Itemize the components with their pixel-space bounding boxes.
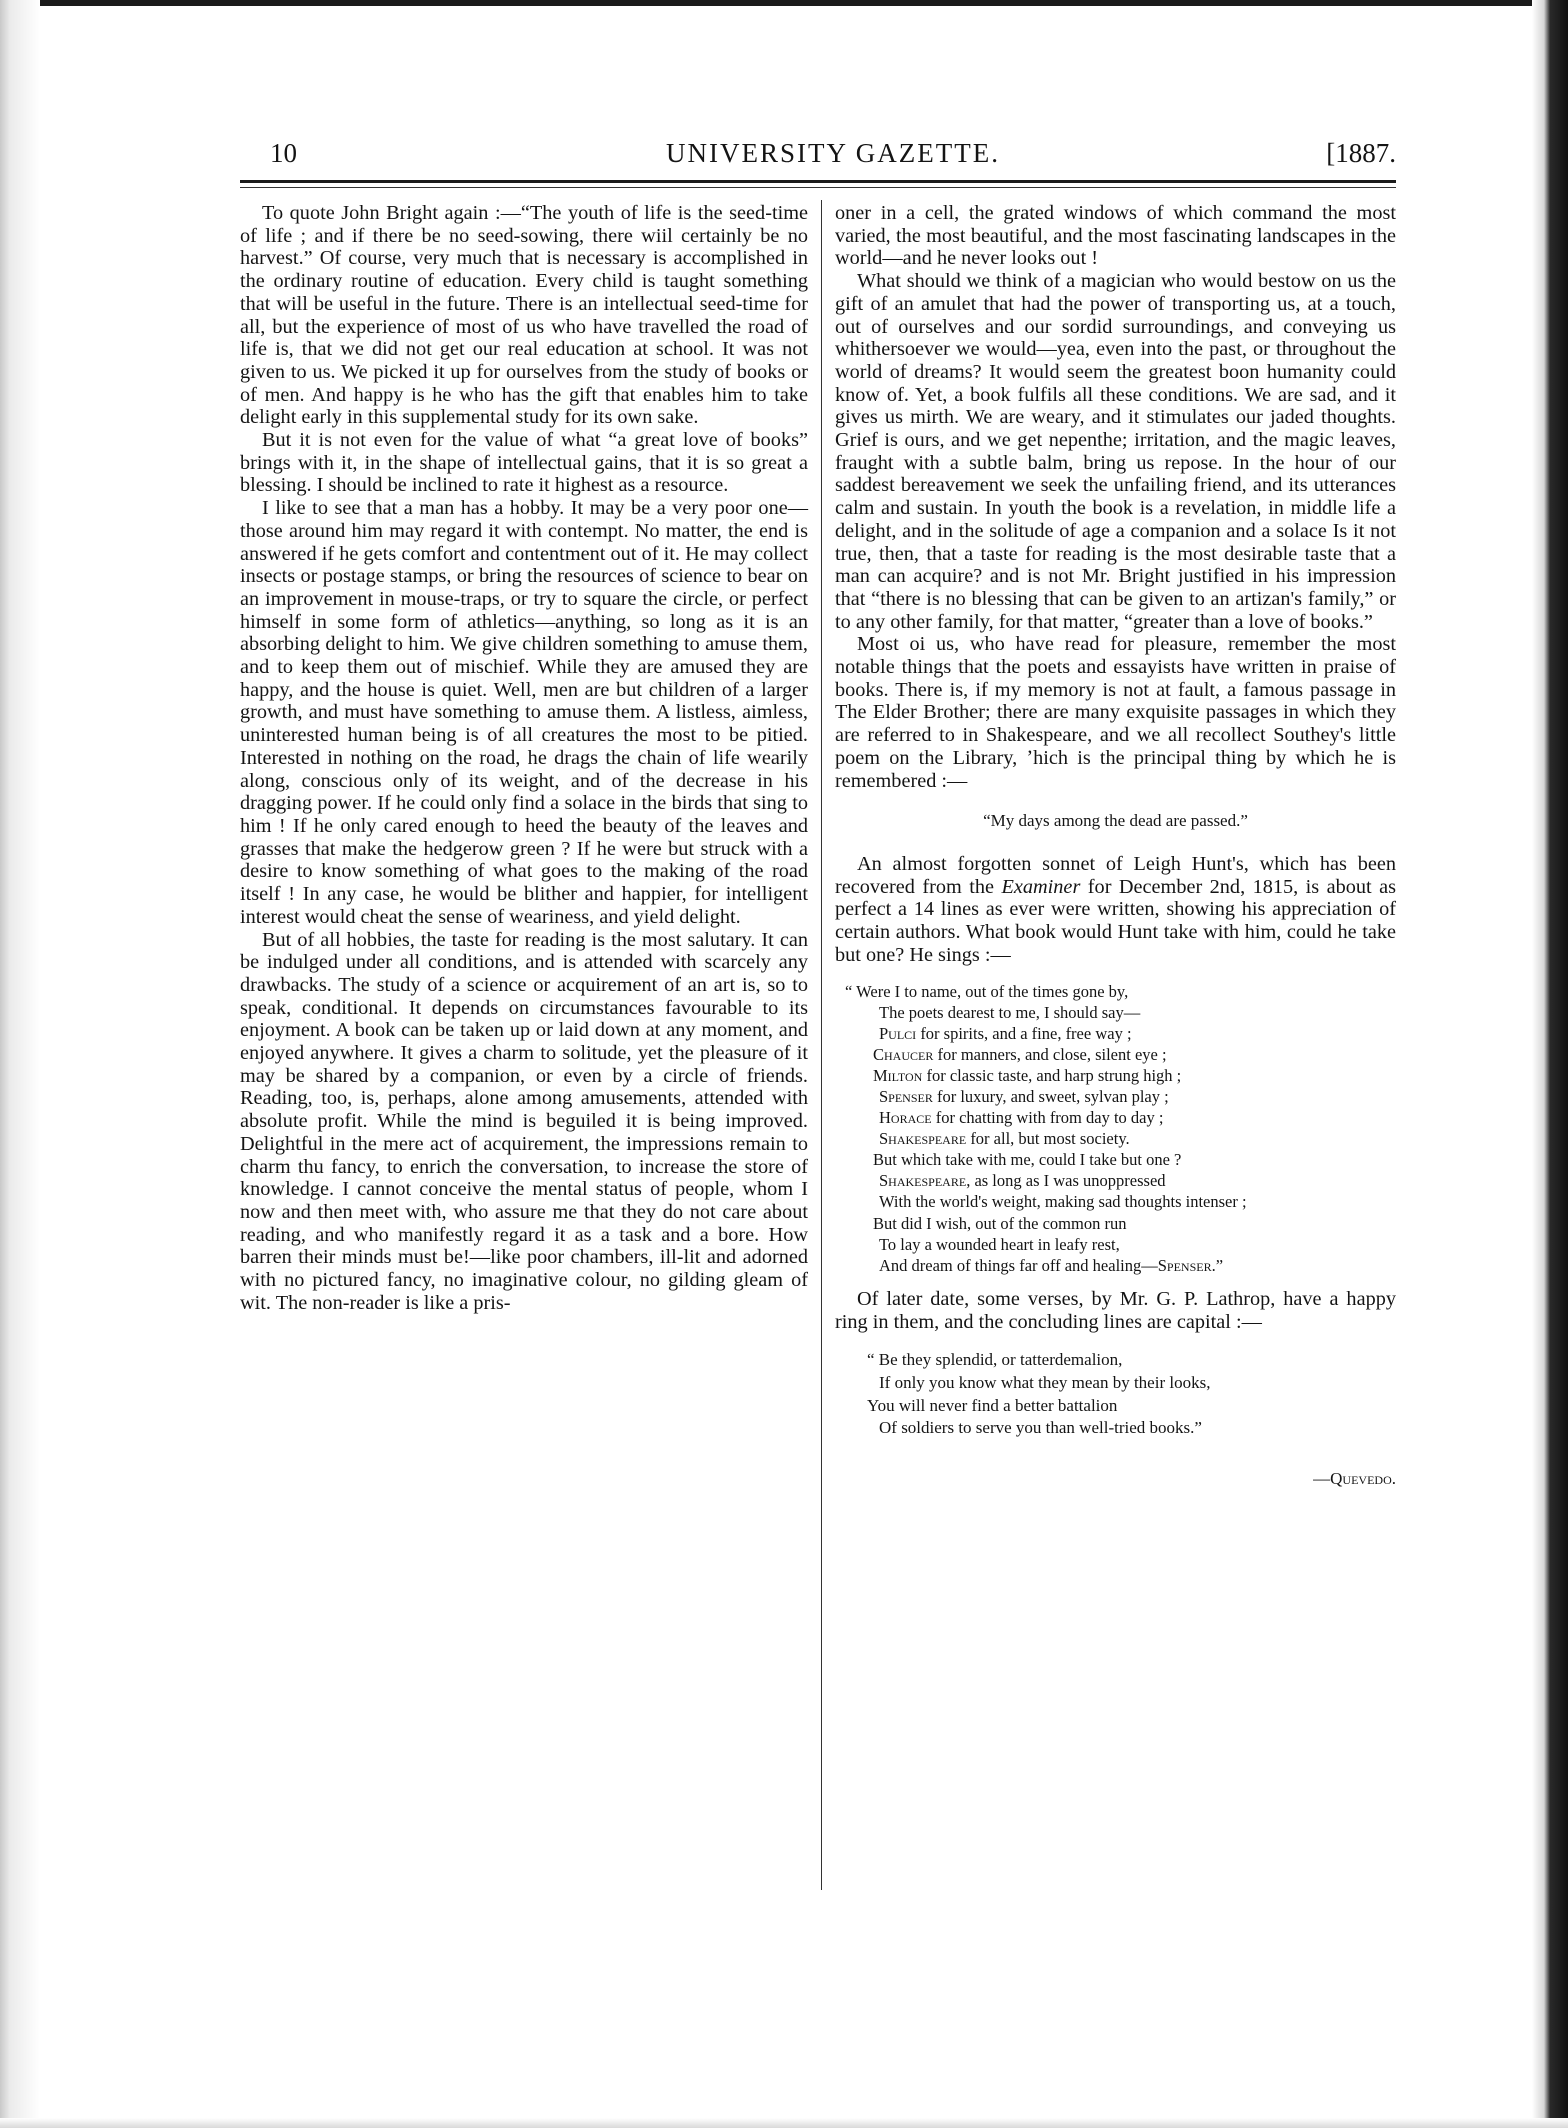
paragraph-love-of-books: But it is not even for the value of what “a great love of books” brings with it, in the shape of intellectual gains, that it is so great a blessing. I should be inclined to rate it highest as a resource. [240,429,808,497]
sonnet-line [845,1023,1396,1044]
sonnet-line: The poets dearest to me, I should say— [879,1002,1141,1022]
page-edge-bottom [0,2118,1568,2128]
sonnet-line [845,1128,1396,1149]
running-header [270,138,1396,178]
sonnet-line-text: for chatting with from day to day ; [931,1108,1164,1128]
poet-name: Shakespeare [879,1171,967,1191]
publication-title: UNIVERSITY GAZETTE. [666,138,1000,168]
page-edge-top [0,0,1568,6]
paragraph-notable-things: Most oi us, who have read for pleasure, remember the most notable things that the poets and essayists have written in praise of books. There is, if my memory is not at fault, a famous passage in The Elder Brother; there are many exquisite passages in which they are referred to in Shakespeare, and we all recollect Southey's little poem on the Library, ʼhich is the principal thing by which he is remembered :— [835,633,1396,792]
paragraph-john-bright: To quote John Bright again :—“The youth of life is the seed-time of life ; and if there be no seed-sowing, there wiil certainly be no harvest.” Of course, very much that is necessary is accomplished in the ordinary routine of education. Every child is taught something that will be useful in the future. There is an intellectual seed-time for all, but the experience of most of us who have travelled the road of life is, that we did not get our real education at school. It was not given to us. We picked it up for ourselves from the study of books or of men. And happy is he who has the gift that enables him to take delight early in this supplemental study for its own sake. [240,202,808,429]
sonnet-line-text: for luxury, and sweet, sylvan play ; [932,1086,1169,1106]
paragraph-reading-taste: But of all hobbies, the taste for reading is the most salutary. It can be indulged under all conditions, and is attended with scarcely any drawbacks. The study of a science or acquirement of an art is, so to speak, conditional. It depends on circumstances favourable to its enjoyment. A book can be taken up or laid down at any moment, and enjoyed anywhere. It gives a charm to solitude, yet the pleasure of it may be shared by a companion, or even by a circle of friends. Reading, too, is, perhaps, alone among amusements, attended with absolute profit. While the mind is beguiled it is being improved. Delightful in the mere act of acquirement, the impressions remain to charm thu fancy, to enrich the conversation, to increase the store of knowledge. I cannot conceive the mental status of people, whom I now and then meet with, who assure me that they do not care about reading, and who manifestly regard it as a task and a bore. How barren their minds must be!—like poor chambers, ill-lit and adorned with no pictured fancy, no imaginative colour, no gilding gleam of wit. The non-reader is like a pris- [240,928,808,1314]
sonnet-line [845,1255,1396,1276]
sonnet-line-text: .” [1211,1255,1224,1275]
paragraph-lathrop: Of later date, some verses, by Mr. G. P. Lathrop, have a happy ring in them, and the concluding lines are capital :— [835,1287,1396,1333]
verse-line: You will never find a better battalion [867,1395,1118,1415]
sonnet-line-text: for spirits, and a fine, free way ; [916,1023,1132,1043]
sonnet-line [845,1107,1396,1128]
poet-name: Chaucer [873,1044,934,1064]
left-column [240,202,808,1314]
leigh-hunt-sonnet [845,981,1396,1276]
column-divider [821,200,822,1890]
page-gutter-shadow [0,0,40,2128]
sonnet-line: With the world's weight, making sad thoughts intenser ; [879,1192,1247,1212]
poet-name: Shakespeare [879,1129,967,1149]
page-edge-right [1532,0,1568,2128]
paragraph-magician: What should we think of a magician who would bestow on us the gift of an amulet that had the power of transporting us, at a touch, out of ourselves and our sordid surroundings, and conveying us whithersoever we would—yea, even into the past, or throughout the world of dreams? It would seem the greatest boon humanity could know of. Yet, a book fulfils all these conditions. We are sad, and it gives us mirth. We are weary, and it stimulates our jaded thoughts. Grief is ours, and we get nepenthe; irritation, and the magic leaves, fraught with a subtle balm, bring us repose. In the hour of our saddest bereavement we seek the unfailing friend, and its utterances calm and sustain. In youth the book is a revelation, in middle life a delight, and in the solitude of age a companion and a solace Is it not true, then, that a taste for reading is the most desirable taste that a man can acquire? and is not Mr. Bright justified in his impression that “there is no blessing that can be given to an artizan's family,” or to any other family, for that matter, “greater than a love of books.” [835,270,1396,633]
header-rule-thick [240,180,1396,183]
sonnet-line: To lay a wounded heart in leafy rest, [879,1234,1120,1254]
lathrop-verse [845,1349,1396,1440]
poet-name: Pulci [879,1023,917,1043]
poet-name: Milton [873,1065,923,1085]
sonnet-line [845,1044,1396,1065]
right-column [835,202,1396,1491]
sonnet-line: “ Were I to name, out of the times gone by, [845,981,1129,1001]
sonnet-line [845,1086,1396,1107]
verse-line: If only you know what they mean by their looks, [879,1372,1211,1392]
sonnet-line [845,1065,1396,1086]
examiner-title: Examiner [1001,875,1081,898]
paragraph-prisoner-continuation: oner in a cell, the grated windows of which command the most varied, the most beautiful, and the most fascinating landscapes in the world—and he never looks out ! [835,202,1396,270]
sonnet-line: But which take with me, could I take but one ? [873,1150,1182,1170]
sonnet-line-text: , as long as I was unoppressed [966,1171,1166,1191]
hunt-text-before: An almost forgotten sonnet of Leigh Hunt's, which has been recovered from the [835,852,1396,898]
poet-name: Horace [879,1108,932,1128]
sonnet-line-text: And dream of things far off and healing— [879,1255,1158,1275]
attribution: —Quevedo. [1313,1469,1396,1489]
sonnet-line-text: for all, but most society. [966,1129,1130,1149]
hunt-text-after: for December 2nd, 1815, is about as perfect a 14 lines as ever were written, showing his appreciation of certain authors. What book would Hunt take with him, could he take but one? He sings :— [835,875,1397,966]
sonnet-line: But did I wish, out of the common run [873,1213,1127,1233]
header-rule-thin [240,187,1396,188]
sonnet-line [845,1170,1396,1191]
paragraph-leigh-hunt [835,853,1396,967]
verse-line: “ Be they splendid, or tatterdemalion, [867,1350,1123,1370]
page-number: 10 [270,138,297,168]
poet-name: Spenser [879,1086,933,1106]
sonnet-line-text: for classic taste, and harp strung high ; [922,1065,1182,1085]
sonnet-line-text: for manners, and close, silent eye ; [933,1044,1167,1064]
paragraph-hobby: I like to see that a man has a hobby. It may be a very poor one—those around him may regard it with contempt. No matter, the end is answered if he gets comfort and contentment out of it. He may collect insects or postage stamps, or bring the resources of science to bear on an improvement in mouse-traps, or try to square the circle, or perfect himself in some form of athletics—anything, so long as it is an absorbing delight to him. We give children something to amuse them, and to keep them out of mischief. While they are amused they are happy, and the house is quiet. Well, men are but children of a larger growth, and must have something to amuse them. A listless, aimless, uninterested human being is of all creatures the most to be pitied. Interested in nothing on the road, he drags the chain of life wearily along, conscious only of its weight, and of the decrease in his dragging power. If he could only find a solace in the birds that sing to him ! If he only cared enough to heed the beauty of the leaves and grasses that make the hedgerow green ? If he were but struck with a desire to know something of what goes to the making of the road itself ! In any case, he would be blither and happier, for intelligent interest would cheat the sense of weariness, and yield delight. [240,497,808,928]
southey-quote: “My days among the dead are passed.” [983,811,1248,831]
poet-name: Spenser [1157,1255,1212,1275]
publication-year: [1887. [1326,138,1396,168]
verse-line: Of soldiers to serve you than well-tried books.” [879,1418,1202,1438]
